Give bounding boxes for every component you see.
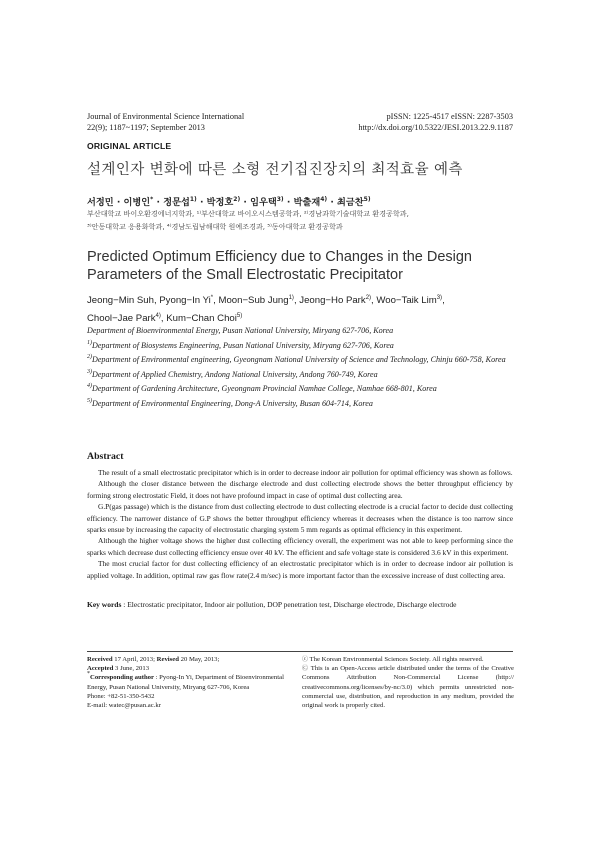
author-affiliation-mark: 2)	[233, 196, 241, 203]
english-affiliations	[87, 324, 517, 411]
license-body: This is an Open-Access article distributed under the terms of the Creative Commons Attribution Non-Commercial License (http:// creativecommons.org/licenses/by-nc/3.0) which permits unrestricted non-commercial use, distribution, and reproduction in any medium, provided the original work is properly cited.	[302, 665, 514, 710]
issn: pISSN: 1225-4517 eISSN: 2287-3503	[386, 112, 513, 121]
english-authors-line: Chool−Jae Park$^{4)}$, Kum−Chan Choi$^{5)}$	[87, 313, 243, 324]
author-name: Chool−Jae Park	[87, 313, 156, 324]
article-type: ORIGINAL ARTICLE	[87, 141, 172, 151]
author-name: 박정호	[206, 197, 234, 208]
author-affiliation-mark: *	[150, 196, 154, 203]
corresponding-label: Corresponding author	[90, 674, 154, 682]
keywords	[87, 600, 517, 609]
korean-affiliation-line: 부산대학교 바이오환경에너지학과, ¹⁾부산대학교 바이오시스템공학과, ²⁾경남과학기술대학교 환경공학과,	[87, 209, 409, 218]
affiliation-line	[87, 339, 517, 354]
english-authors-line: Jeong−Min Suh, Pyong−In Yi*, Moon−Sub Jung$^{1)}$, Jeong−Ho Park$^{2)}$, Woo−Taik Lim$^{3)}$,	[87, 295, 445, 306]
author-affiliation-mark: 5)	[363, 196, 371, 203]
author-affiliation-mark: 2)	[365, 295, 372, 301]
author-affiliation-mark: *	[210, 295, 214, 301]
author-name: 이병인	[123, 197, 151, 208]
footer-dates-correspondence	[87, 655, 287, 710]
affiliation-text: Department of Applied Chemistry, Andong National University, Andong 760-749, Korea	[92, 369, 378, 379]
author-name: 최금찬	[337, 197, 364, 208]
affiliation-line	[87, 353, 517, 368]
email[interactable]: E-mail: watec@pusan.ac.kr	[87, 702, 161, 710]
abstract-paragraph: The most crucial factor for dust collecting efficiency of an electrostatic precipitator which is in order to decrease indoor air pollution is applied voltage. In addition, optimal raw gas flow rate(2.4 m/sec) is more important factor than the excessive increase of dust collecting area.	[87, 559, 513, 580]
journal-header	[87, 111, 244, 133]
author-affiliation-mark: 4)	[320, 196, 328, 203]
affiliation-line	[87, 397, 517, 412]
copyright-line	[302, 655, 514, 664]
affiliation-text: Department of Environmental engineering, Gyeongnam National University of Science and Technology, Chinju 660-758, Korea	[92, 355, 506, 364]
dates-line	[87, 655, 287, 664]
author-name: Jeong−Min Suh	[87, 295, 154, 306]
abstract-paragraph: Although the closer distance between the discharge electrode and dust collecting electrode shows the better throughput efficiency by forming strong electrostatic Field, it does not have profound impact in case of optimal dust collecting area.	[87, 479, 513, 500]
accepted-line	[87, 664, 287, 673]
author-name: Moon−Sub Jung	[218, 295, 289, 306]
author-name: 서정민	[87, 197, 114, 208]
abstract-paragraph: G.P(gas passage) which is the distance from dust collecting electrode to dust collecting electrode is a crucial factor to decide dust collecting efficiency. The narrower distance of G.P shows the better throughput efficiency whereas it decreases when the distance is too narrow since sparks ensue by increasing the capacity of electrostatic charging system 5 mm regards as optimal efficiency in this experiment.	[87, 502, 513, 535]
revised-label: Revised	[156, 656, 179, 663]
creative-commons-icon: Ⓒ	[302, 665, 309, 673]
author-affiliation-mark: 5)	[236, 313, 243, 319]
affiliation-line	[87, 368, 517, 383]
author-affiliation-mark: 3)	[276, 196, 284, 203]
affiliation-mark: 3)	[87, 368, 92, 375]
journal-issue: 22(9); 1187~1197; September 2013	[87, 123, 205, 132]
korean-authors: 서정민 · 이병인* · 정문섭$^{1)}$ · 박정호$^{2)}$ · 임우택$^{3)}$ · 박출재$^{4)}$ · 최금찬$^{5)}$	[87, 196, 371, 208]
affiliation-line	[87, 382, 517, 397]
affiliation-text: Department of Biosystems Engineering, Pusan National University, Miryang 627-706, Korea	[92, 340, 394, 350]
accepted-date: 3 June, 2013	[113, 665, 150, 673]
author-name: Kum−Chan Choi	[166, 313, 237, 324]
author-name: 정문섭	[163, 197, 190, 208]
copyright-icon: ⓒ	[302, 656, 309, 663]
abstract-paragraph: Although the higher voltage shows the higher dust collecting efficiency overall, the experiment was not able to keep performing since the sparks which decrease dust collecting efficiency ensue over 40 kV. The efficient and safe voltage state is considered 3.6 kV in this experiment.	[87, 536, 513, 557]
corresponding-text: : Pyong-In Yi, Department of Bioenvironmental Energy, Pusan National University, Miryang 627-706, Korea	[87, 674, 284, 691]
author-name: Pyong−In Yi	[159, 295, 211, 306]
keywords-label: Key words	[87, 600, 122, 609]
korean-title: 설계인자 변화에 따른 소형 전기집진장치의 최적효율 예측	[87, 162, 463, 178]
english-authors	[87, 292, 517, 328]
abstract-body	[87, 467, 513, 581]
doi-link[interactable]: http://dx.doi.org/10.5322/JESI.2013.22.9.1187	[358, 123, 513, 132]
author-affiliation-mark: 1)	[288, 295, 294, 301]
affiliation-text: Department of Gardening Architecture, Gyeongnam Provincial Namhae College, Namhae 668-801, Korea	[92, 384, 437, 393]
received-date: 17 April, 2013;	[112, 656, 157, 663]
author-affiliation-mark: 4)	[155, 313, 161, 319]
copyright-text: The Korean Environmental Sciences Society. All rights reserved.	[308, 656, 484, 663]
author-affiliation-mark: 3)	[436, 295, 443, 301]
footer-license	[302, 655, 514, 710]
author-name: 임우택	[250, 197, 277, 208]
affiliation-mark: 5)	[87, 397, 92, 404]
author-affiliation-mark: 1)	[189, 196, 197, 203]
footer-divider	[87, 651, 513, 652]
affiliation-text: Department of Environmental Engineering, Dong-A University, Busan 604-714, Korea	[92, 398, 373, 408]
corresponding-author	[87, 673, 287, 691]
abstract-paragraph: The result of a small electrostatic precipitator which is in order to decrease indoor air pollution for optimal efficiency was shown as follows.	[98, 468, 513, 477]
corresponding-star: *	[87, 671, 90, 678]
accepted-label: Accepted	[87, 665, 114, 673]
author-name: Jeong−Ho Park	[299, 295, 366, 306]
abstract-heading: Abstract	[87, 451, 124, 462]
author-name: 박출재	[293, 197, 321, 208]
keywords-text: : Electrostatic precipitator, Indoor air pollution, DOP penetration test, Discharge electrode, Discharge electrode	[121, 600, 457, 609]
affiliation-mark: 2)	[87, 354, 92, 360]
issn-header	[358, 111, 513, 133]
affiliation-mark: 1)	[87, 339, 92, 346]
affiliation-line	[87, 324, 517, 339]
korean-affiliation-line: ³⁾안동대학교 응용화학과, ⁴⁾경남도립남해대학 원예조경과, ⁵⁾동아대학교 환경공학과	[87, 221, 343, 231]
affiliation-mark: 4)	[87, 383, 92, 389]
revised-date: 20 May, 2013;	[178, 656, 220, 663]
korean-affiliations	[87, 208, 517, 233]
journal-name: Journal of Environmental Science International	[87, 112, 245, 121]
english-title: Predicted Optimum Efficiency due to Changes in the Design Parameters of the Small Electrostatic Precipitator	[87, 249, 472, 283]
phone: Phone: +82-51-350-5432	[87, 692, 155, 700]
received-label: Received	[87, 656, 113, 663]
license-text	[302, 664, 514, 710]
affiliation-text: Department of Bioenvironmental Energy, Pusan National University, Miryang 627-706, Korea	[87, 326, 394, 335]
author-name: Woo−Taik Lim	[376, 295, 437, 306]
